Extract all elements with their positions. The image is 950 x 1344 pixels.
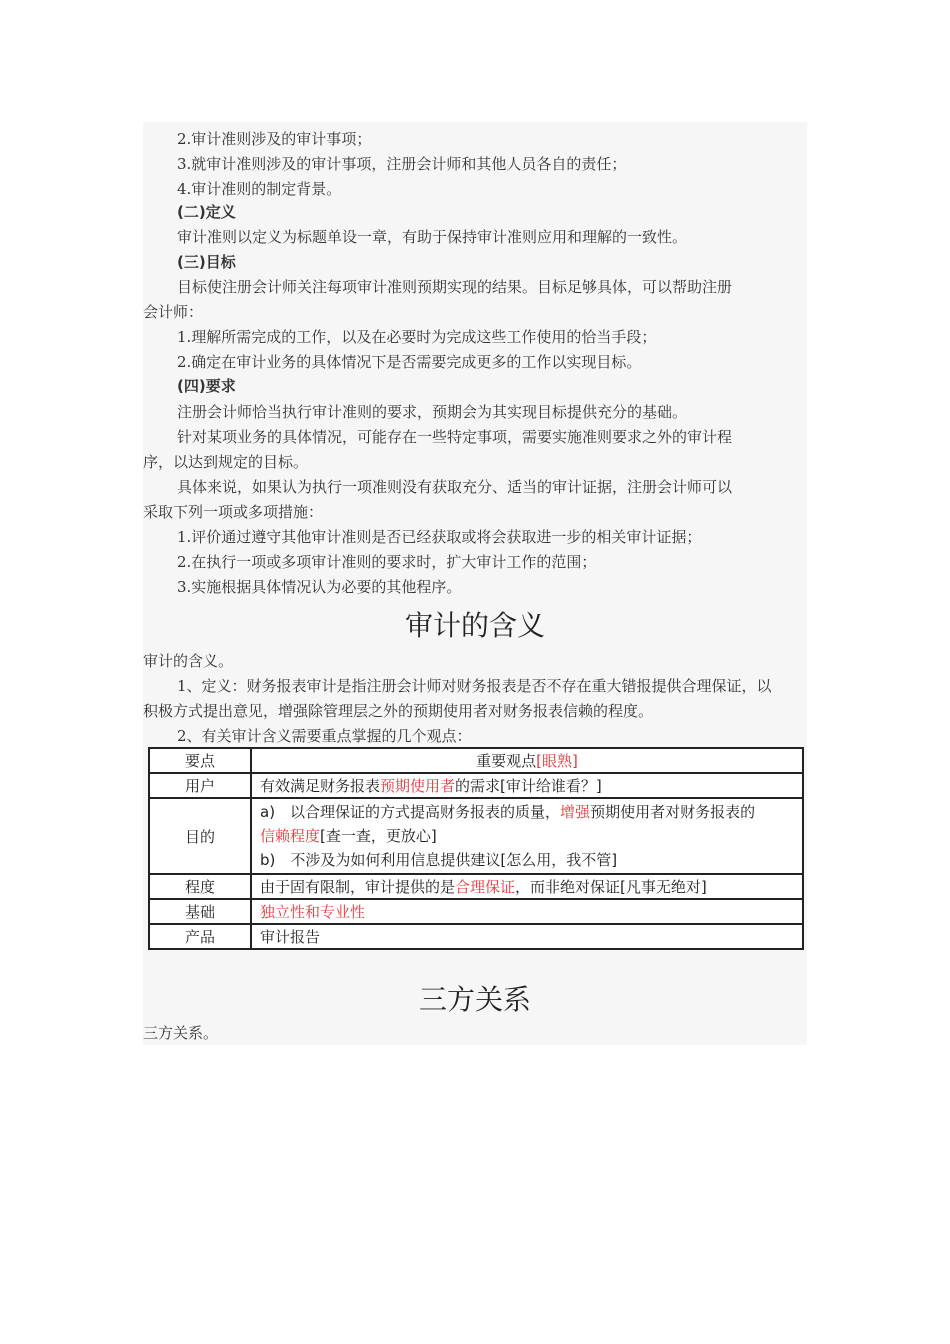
list-item: 1.评价通过遵守其他审计准则是否已经获取或将会获取进一步的相关审计证据； [177,528,702,546]
row-key: 用户 [149,773,251,798]
row-value: 有效满足财务报表预期使用者的需求[审计给谁看？] [251,773,803,798]
row-value: a) 以合理保证的方式提高财务报表的质量，增强预期使用者对财务报表的 信赖程度[查一查，更放心] b) 不涉及为如何利用信息提供建议[怎么用，我不管] [251,798,803,874]
table-row [149,899,803,924]
key-points-table [148,747,804,946]
section-heading-objective: (三)目标 [177,253,236,271]
table-header-row [149,748,803,773]
row-value: 审计报告 [251,924,803,949]
list-item: 1.理解所需完成的工作，以及在必要时为完成这些工作使用的恰当手段； [177,328,657,346]
paragraph: 采取下列一项或多项措施： [143,503,324,521]
row-key: 程度 [149,874,251,899]
table-row [149,924,803,949]
row-value: 由于固有限制，审计提供的是合理保证，而非绝对保证[凡事无绝对] [251,874,803,899]
paragraph: 会计师： [143,303,204,321]
table-row [149,874,803,899]
paragraph: 序，以达到规定的目标。 [143,453,309,471]
row-key: 基础 [149,899,251,924]
list-item: 4.审计准则的制定背景。 [177,180,342,198]
paragraph: 积极方式提出意见，增强除管理层之外的预期使用者对财务报表信赖的程度。 [143,702,654,720]
section-title-meaning: 审计的含义 [404,609,545,642]
subtitle: 审计的含义。 [143,652,234,670]
subtitle: 三方关系。 [143,1024,219,1042]
header-key: 要点 [149,748,251,773]
list-item: 2.确定在审计业务的具体情况下是否需要完成更多的工作以实现目标。 [177,353,642,371]
row-key: 产品 [149,924,251,949]
paragraph: 目标使注册会计师关注每项审计准则预期实现的结果。目标足够具体，可以帮助注册 [177,278,733,296]
list-item: 2.审计准则涉及的审计事项； [177,130,372,148]
paragraph: 1、定义：财务报表审计是指注册会计师对财务报表是否不存在重大错报提供合理保证，以 [177,677,772,695]
row-value: 独立性和专业性 [251,899,803,924]
row-key: 目的 [149,798,251,874]
paragraph: 针对某项业务的具体情况，可能存在一些特定事项，需要实施准则要求之外的审计程 [177,428,733,446]
section-heading-definition: (二)定义 [177,203,236,221]
table-row [149,798,803,874]
document-page [143,122,807,1045]
paragraph: 注册会计师恰当执行审计准则的要求，预期会为其实现目标提供充分的基础。 [177,403,688,421]
paragraph: 具体来说，如果认为执行一项准则没有获取充分、适当的审计证据，注册会计师可以 [177,478,733,496]
header-value: 重要观点[眼熟] [251,748,803,773]
section-title-three-party: 三方关系 [418,983,531,1016]
list-item: 3.实施根据具体情况认为必要的其他程序。 [177,578,462,596]
paragraph: 审计准则以定义为标题单设一章，有助于保持审计准则应用和理解的一致性。 [177,228,688,246]
list-item: 3.就审计准则涉及的审计事项，注册会计师和其他人员各自的责任； [177,155,627,173]
list-item: 2.在执行一项或多项审计准则的要求时，扩大审计工作的范围； [177,553,597,571]
table-row [149,773,803,798]
section-heading-requirements: (四)要求 [177,377,236,395]
paragraph: 2、有关审计含义需要重点掌握的几个观点： [177,727,472,745]
